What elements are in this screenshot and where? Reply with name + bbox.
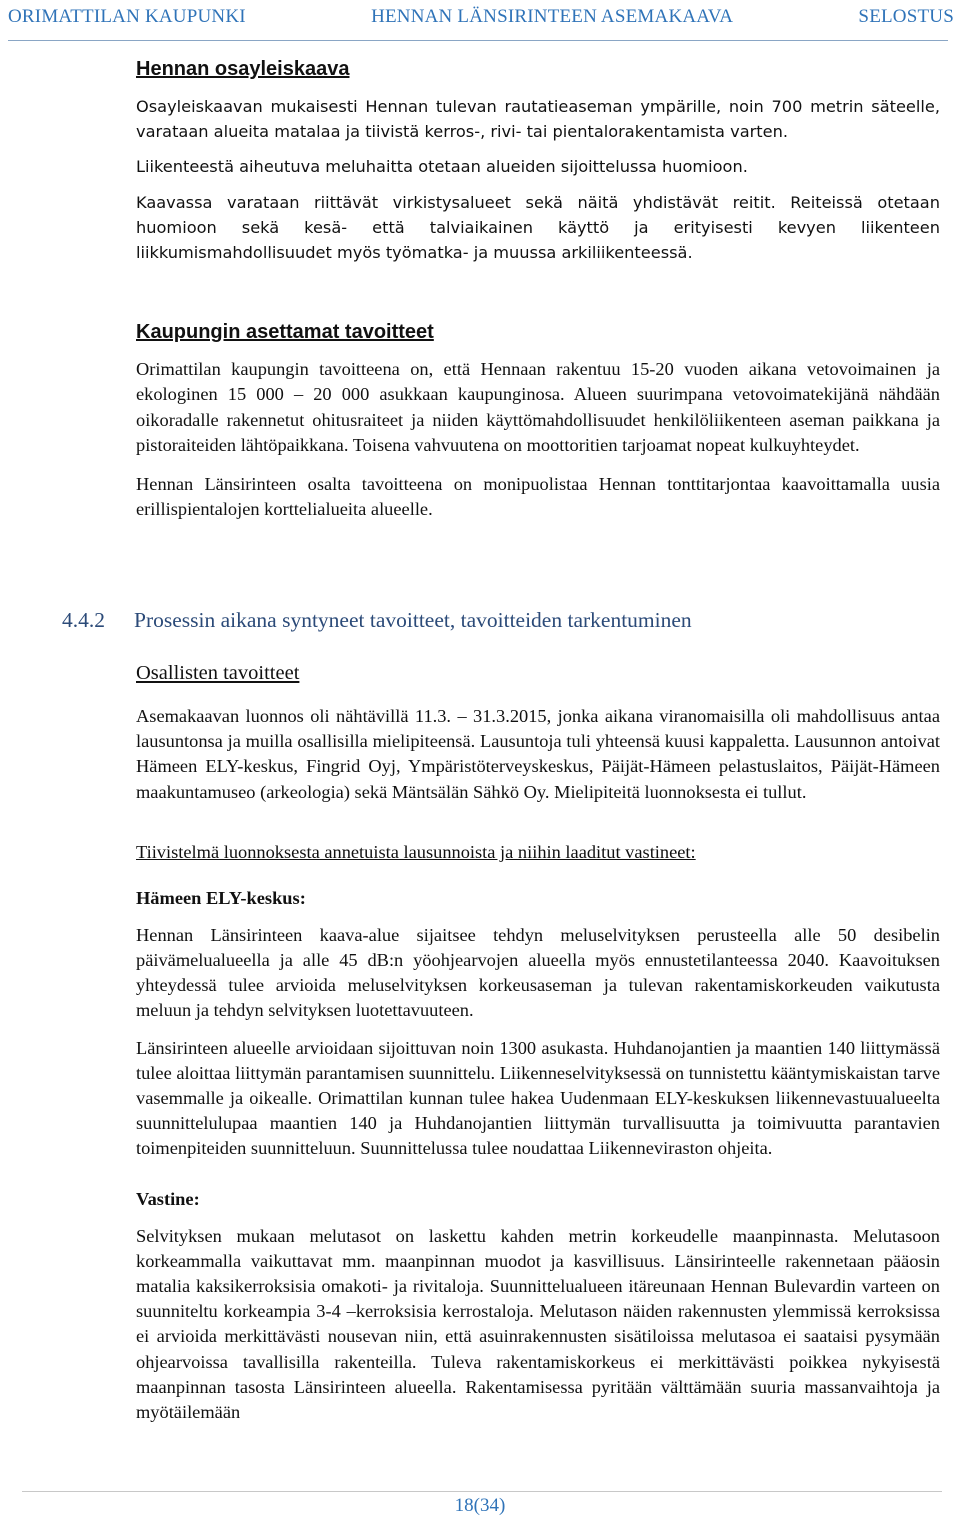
page-header [8, 4, 954, 30]
chapter-number: 4.4.2 [62, 608, 105, 632]
header-plan-name: HENNAN LÄNSIRINTEEN ASEMAKAAVA [371, 6, 734, 27]
paragraph: Osayleiskaavan mukaisesti Hennan tulevan rautatieaseman ympärille, noin 700 metrin säteelle, varataan alueita matalaa ja tiivistä kerros-, rivi- tai pientalorakentamista varten. [136, 97, 940, 142]
paragraph: Liikenteestä aiheutuva meluhaitta otetaan alueiden sijoittelussa huomioon. [136, 157, 748, 177]
section-title-tavoitteet: Kaupungin asettamat tavoitteet [136, 321, 434, 344]
ely-label: Hämeen ELY-keskus: [136, 887, 306, 908]
header-municipality: ORIMATTILAN KAUPUNKI [8, 6, 246, 27]
section-title-osallisten: Osallisten tavoitteet [136, 662, 300, 684]
paragraph: Hennan Länsirinteen kaava-alue sijaitsee tehdyn meluselvityksen perusteella alle 50 desibelin päivämelualueella ja alle 45 dB:n yöohjearvojen alueella myös ennustetilanteessa 2040. Kaavoituksen yhteydessä tulee arvioida meluselvityksen korkeusaseman ja tulevan rakentamiskorkeuden vaikutusta meluun ja tehdyn selvityksen luotettavuuteen. [136, 924, 940, 1021]
document-body-lower [136, 660, 940, 1425]
header-divider [8, 40, 948, 41]
chapter-heading [62, 606, 942, 634]
paragraph: Länsirinteen alueelle arvioidaan sijoittuvan noin 1300 asukasta. Huhdanojantien ja maantien 140 liittymässä tulee aloittaa liittymän parantamisen suunnittelu. Liikenneselvityksessä on tunnistettu kääntymiskaistan tarve vasemmalle ja oikealle. Orimattilan kunnan tulee hakea Uudenmaan ELY-keskuksen liikennevastuualueelta suunnittelulupaa maantien 140 ja Huhdanojantien liittymän turvallisuutta ja toimivuutta parantavien toimenpiteiden suunnitteluun. Suunnittelussa tulee noudattaa Liikenneviraston ohjeita. [136, 1037, 940, 1159]
paragraph: Hennan Länsirinteen osalta tavoitteena on monipuolistaa Hennan tonttitarjontaa kaavoittamalla uusia erillispientalojen korttelialueita alueelle. [136, 474, 940, 520]
header-doc-type: SELOSTUS [858, 6, 954, 27]
reply-label: Vastine: [136, 1188, 200, 1209]
summary-heading: Tiivistelmä luonnoksesta annetuista lausunnoista ja niihin laaditut vastineet: [136, 841, 696, 862]
paragraph: Selvityksen mukaan melutasot on laskettu kahden metrin korkeudelle maanpinnasta. Melutasoon korkeammalla vaikuttavat mm. maanpinnan muodot ja kasvillisuus. Länsirinteelle rakennetaan pääosin matalia kaksikerroksisia omakoti- ja rivitaloja. Suunnittelualueen itäreunaan Hennan Bulevardin varteen on suunniteltu korkeampia 3-4 –kerroksisia kerrostaloja. Melutason näiden rakennusten ylemmissä kerroksissa ei arvioida merkittävästi nousevan niin, että asuinrakennusten sisätiloissa melutasoa ei saataisi pysymään ohjearvoissa tavallisilla rakenteilla. Tuleva rakentamiskorkeus ei merkittävästi poikkea nykyisestä maanpinnan tasosta Länsirinteen alueella. Rakentamisessa pyritään välttämään suuria massanvaihtoja ja myötäilemään [136, 1225, 940, 1423]
section-title-osayleiskaava: Hennan osayleiskaava [136, 58, 350, 80]
chapter-title: Prosessin aikana syntyneet tavoitteet, tavoitteiden tarkentuminen [134, 608, 692, 632]
paragraph: Orimattilan kaupungin tavoitteena on, että Hennaan rakentuu 15-20 vuoden aikana vetovoimainen ja ekologinen 15 000 – 20 000 asukkaan kaupunginosa. Alueen suurimpana vetovoimatekijänä nähdään oikoradalle rakennetut ohitusraiteet ja niiden käyttömahdollisuudet henkilöliikenteen aseman paikkana ja pistoraiteiden lähtöpaikkana. Toisena vahvuutena on moottoritien tarjoamat nopeat kulkuyhteydet. [136, 359, 940, 455]
paragraph: Kaavassa varataan riittävät virkistysalueet sekä näitä yhdistävät reitit. Reiteissä otetaan huomioon sekä kesä- että talviaikainen käyttö ja erityisesti kevyen liikenteen liikkumismahdollisuudet myös työmatka- ja muussa arkiliikenteessä. [136, 192, 940, 263]
footer-divider [22, 1491, 942, 1492]
document-body [136, 56, 940, 522]
page-number: 18(34) [454, 1495, 506, 1516]
paragraph: Asemakaavan luonnos oli nähtävillä 11.3. – 31.3.2015, jonka aikana viranomaisilla oli mahdollisuus antaa lausuntonsa ja muilla osallisilla mielipiteensä. Lausuntoja tuli yhteensä kuusi kappaletta. Lausunnon antoivat Hämeen ELY-keskus, Fingrid Oyj, Ympäristöterveyskeskus, Päijät-Hämeen pelastuslaitos, Päijät-Hämeen maakuntamuseo (arkeologia) sekä Mäntsälän Sähkö Oy. Mielipiteitä luonnoksesta ei tullut. [136, 706, 940, 802]
